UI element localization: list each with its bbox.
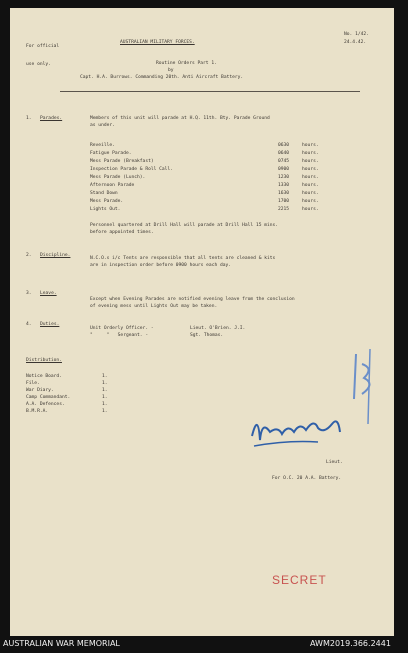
schedule-time: 0630 (278, 143, 290, 148)
discipline-line-2: are in inspection order before 0900 hours each day. (90, 263, 232, 268)
schedule-unit: hours. (302, 191, 319, 196)
section-2-heading: Discipline. (40, 253, 71, 258)
list-item: A.A. Defences. (26, 402, 65, 407)
schedule-time: 1330 (278, 183, 290, 188)
order-date: 24.4.42. (344, 40, 367, 45)
parades-intro-1: Members of this unit will parade at H.Q. 11th. Bty. Parade Ground (90, 116, 270, 121)
discipline-line-1: N.C.O.s i/c Tents are responsible that all tents are cleaned & kits (90, 256, 276, 261)
section-3-heading: Leave. (40, 291, 57, 296)
list-item-count: 1. (102, 395, 108, 400)
secret-stamp: SECRET (272, 573, 327, 587)
schedule-time: 1630 (278, 191, 290, 196)
duty-role-2: " " Sergeant. - (90, 333, 149, 338)
schedule-time: 1230 (278, 175, 290, 180)
list-item-count: 1. (102, 402, 108, 407)
schedule-unit: hours. (302, 151, 319, 156)
schedule-row: Afternoon Parade (90, 183, 135, 188)
subtitle-line-2: by (168, 68, 174, 73)
subtitle-line-1: Routine Orders Part 1. (156, 61, 217, 66)
schedule-time: 0745 (278, 159, 290, 164)
leave-line-1: Except when Evening Parades are notified evening leave from the conclusion (90, 297, 295, 302)
section-3-number: 3. (26, 291, 32, 296)
schedule-row: Mess Parade (Breakfast) (90, 159, 154, 164)
schedule-row: Mess Parade (Lunch). (90, 175, 146, 180)
duty-role-1: Unit Orderly Officer. - (90, 326, 154, 331)
schedule-row: Inspection Parade & Roll Call. (90, 167, 173, 172)
schedule-row: Reveille. (90, 143, 115, 148)
schedule-unit: hours. (302, 143, 319, 148)
section-2-number: 2. (26, 253, 32, 258)
list-item-count: 1. (102, 374, 108, 379)
schedule-unit: hours. (302, 199, 319, 204)
parades-note-2: before appointed times. (90, 230, 154, 235)
section-4-number: 4. (26, 322, 32, 327)
list-item-count: 1. (102, 381, 108, 386)
signatory-for-line: For O.C. 20 A.A. Battery. (272, 476, 342, 481)
schedule-time: 0900 (278, 167, 290, 172)
header-divider (60, 91, 360, 92)
list-item: File. (26, 381, 40, 386)
document-page (10, 8, 394, 636)
footer-accession-number: AWM2019.366.2441 (310, 639, 391, 648)
parades-intro-2: as under. (90, 123, 115, 128)
official-line-2: use only. (26, 62, 51, 67)
schedule-unit: hours. (302, 175, 319, 180)
official-use-note (26, 32, 59, 80)
list-item: Camp Commandant. (26, 395, 71, 400)
list-item: B.M.R.A. (26, 409, 49, 414)
schedule-row: Mess Parade. (90, 199, 124, 204)
subtitle-line-3: Capt. H.A. Burrows. Commanding 20th. Anti Aircraft Battery. (80, 75, 244, 80)
schedule-unit: hours. (302, 207, 319, 212)
schedule-row: Fatigue Parade. (90, 151, 132, 156)
distribution-heading: Distribution. (26, 358, 62, 363)
signatory-rank: Lieut. (326, 460, 343, 465)
document-title: AUSTRALIAN MILITARY FORCES. (120, 40, 195, 45)
footer-collection-name: AUSTRALIAN WAR MEMORIAL (3, 639, 120, 648)
schedule-unit: hours. (302, 167, 319, 172)
order-number: No. 1/42. (344, 32, 369, 37)
schedule-time: 0640 (278, 151, 290, 156)
section-1-number: 1. (26, 116, 32, 121)
schedule-row: Stand Down (90, 191, 118, 196)
list-item-count: 1. (102, 409, 108, 414)
parades-note-1: Personnel quartered at Drill Hall will parade at Drill Hall 15 mins. (90, 223, 279, 228)
list-item: War Diary. (26, 388, 54, 393)
schedule-unit: hours. (302, 159, 319, 164)
official-line-1: For official (26, 44, 60, 49)
schedule-unit: hours. (302, 183, 319, 188)
list-item: Notice Board. (26, 374, 62, 379)
signature (248, 406, 368, 456)
schedule-time: 1700 (278, 199, 290, 204)
duty-name-2: Sgt. Thomas. (190, 333, 224, 338)
section-4-heading: Duties. (40, 322, 60, 327)
schedule-row: Lights Out. (90, 207, 121, 212)
leave-line-2: of evening mess until Lights Out may be taken. (90, 304, 218, 309)
duty-name-1: Lieut. O'Brien. J.I. (190, 326, 246, 331)
schedule-time: 2215 (278, 207, 290, 212)
list-item-count: 1. (102, 388, 108, 393)
section-1-heading: Parades. (40, 116, 63, 121)
